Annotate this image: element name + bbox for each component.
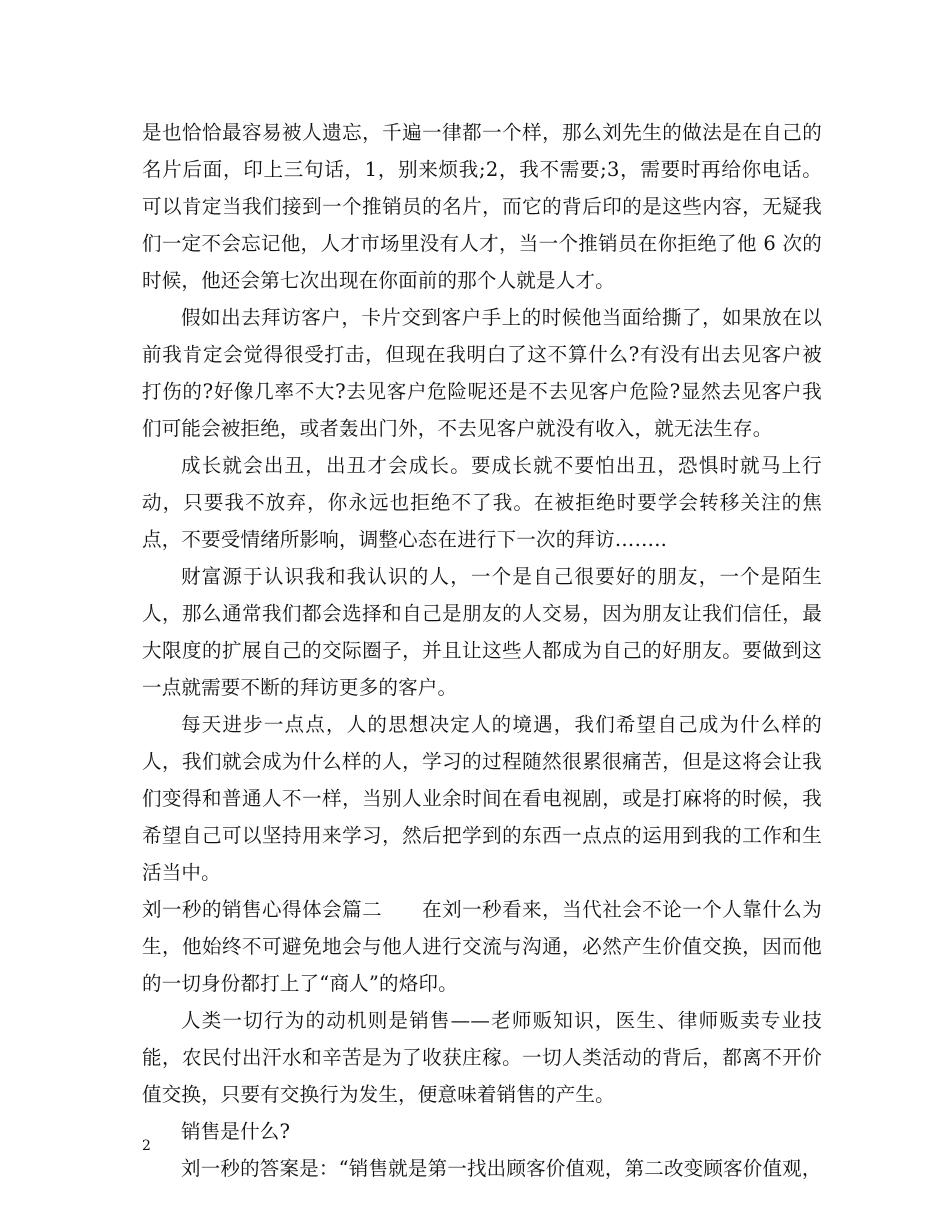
paragraph: 每天进步一点点，人的思想决定人的境遇，我们希望自己成为什么样的人，我们就会成为什么样的人，学习的过程随然很累很痛苦，但是这将会让我们变得和普通人不一样，当别人业余时间在看电视剧，或是打麻将的时候，我希望自己可以坚持用来学习，然后把学到的东西一点点的运用到我的工作和生活当中。 [142,713,822,884]
section-heading-paragraph: 刘一秒的销售心得体会篇二 在刘一秒看来，当代社会不论一个人靠什么为生，他始终不可避免地会与他人进行交流与沟通，必然产生价值交换，因而他的一切身份都打上了“商人”的烙印。 [142,898,822,995]
paragraph: 假如出去拜访客户，卡片交到客户手上的时候他当面给撕了，如果放在以前我肯定会觉得很受打击，但现在我明白了这不算什么?有没有出去见客户被打伤的?好像几率不大?去见客户危险呢还是不去见客户危险?显然去见客户我们可能会被拒绝，或者轰出门外，不去见客户就没有收入，就无法生存。 [142,306,822,440]
paragraph: 成长就会出丑，出丑才会成长。要成长就不要怕出丑，恐惧时就马上行动，只要我不放弃，你永远也拒绝不了我。在被拒绝时要学会转移关注的焦点，不要受情绪所影响，调整心态在进行下一次的拜访…….. [142,454,822,551]
page-number: 2 [142,1138,151,1154]
paragraph-continued: 是也恰恰最容易被人遗忘，千遍一律都一个样，那么刘先生的做法是在自己的名片后面，印上三句话，1，别来烦我;2，我不需要;3，需要时再给你电话。可以肯定当我们接到一个推销员的名片，而它的背后印的是这些内容，无疑我们一定不会忘记他，人才市场里没有人才，当一个推销员在你拒绝了他 6 次的时候，他还会第七次出现在你面前的那个人就是人才。 [142,121,822,292]
paragraph: 刘一秒的答案是：“销售就是第一找出顾客价值观，第二改变顾客价值观， [181,1157,822,1180]
paragraph-question: 销售是什么? [181,1120,291,1143]
paragraph: 财富源于认识我和我认识的人，一个是自己很要好的朋友，一个是陌生人，那么通常我们都会选择和自己是朋友的人交易，因为朋友让我们信任，最大限度的扩展自己的交际圈子，并且让这些人都成为自己的好朋友。要做到这一点就需要不断的拜访更多的客户。 [142,565,822,699]
document-body [142,114,822,1187]
paragraph: 人类一切行为的动机则是销售——老师贩知识，医生、律师贩卖专业技能，农民付出汗水和辛苦是为了收获庄稼。一切人类活动的背后，都离不开价值交换，只要有交换行为发生，便意味着销售的产生。 [142,1009,822,1106]
